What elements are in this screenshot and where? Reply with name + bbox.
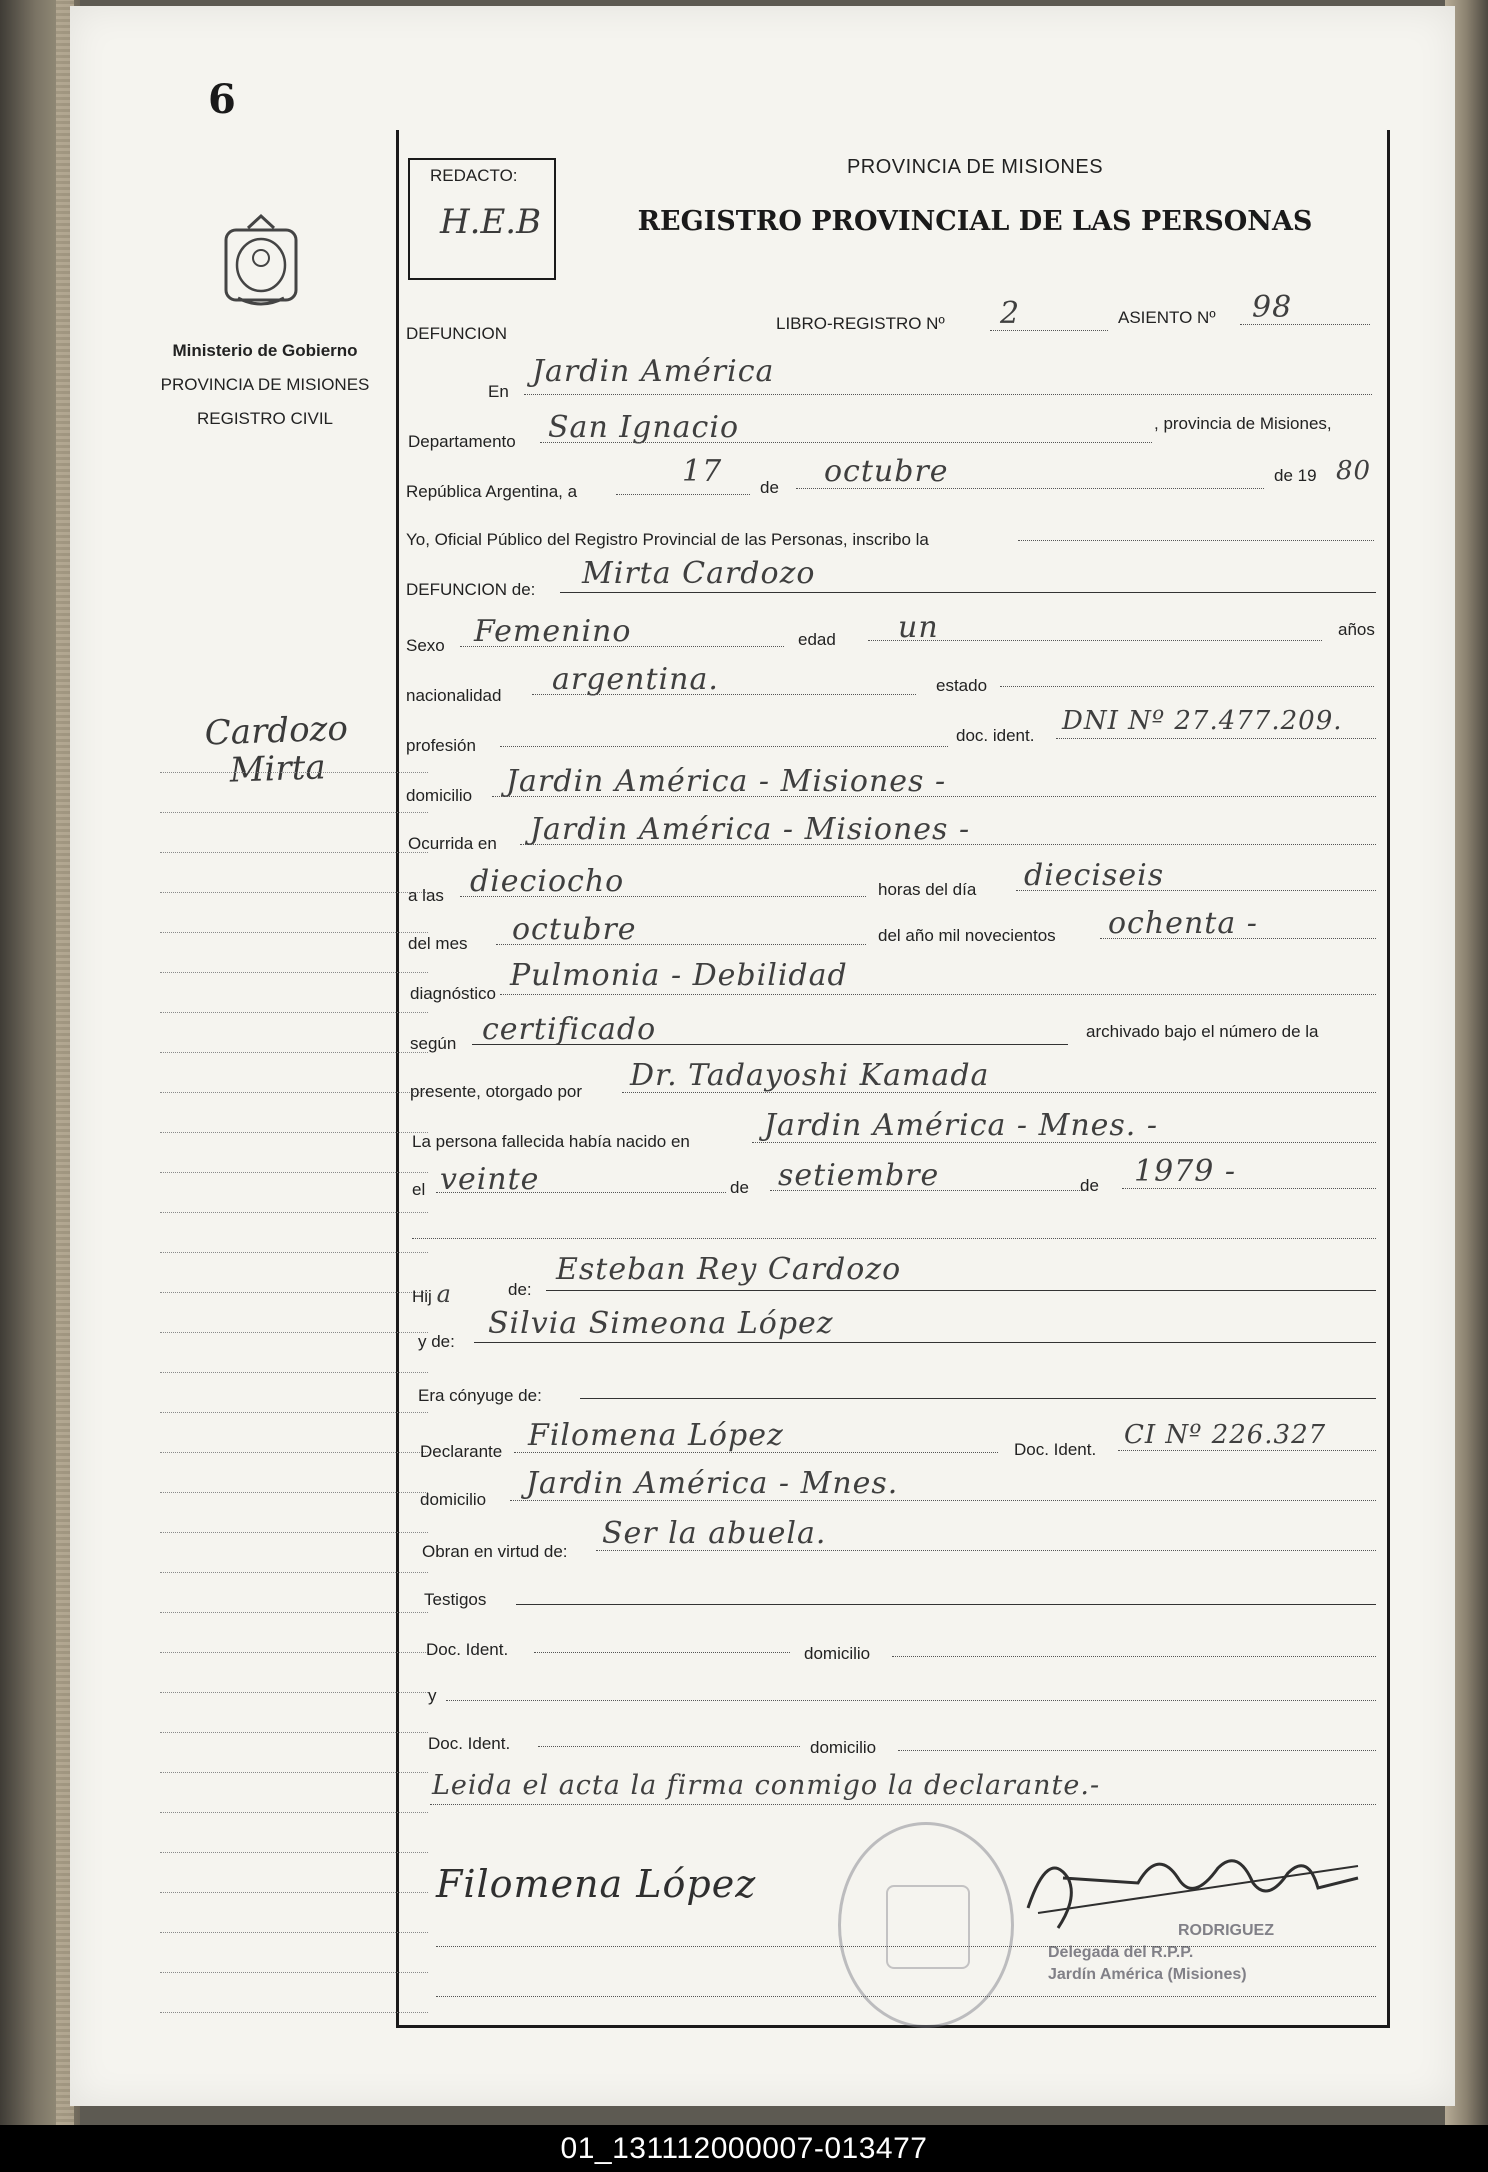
madre-line [474,1342,1376,1343]
form-type-label: DEFUNCION [406,324,508,343]
obran-value: Ser la abuela. [602,1516,827,1551]
diagnostico-value: Pulmonia - Debilidad [510,958,848,993]
archivado-label: archivado bajo el número de la [1086,1022,1319,1041]
decl-domicilio-value: Jardin América - Mnes. [526,1466,899,1501]
signature-line-1 [436,1946,1376,1947]
doc-ident-line [1056,738,1376,739]
asiento-value: 98 [1252,290,1293,325]
sexo-value: Femenino [474,614,632,649]
declarante-value: Filomena López [528,1418,784,1453]
decl-domicilio-line [510,1500,1376,1501]
provincia-suffix: , provincia de Misiones, [1154,414,1332,433]
t2-domicilio-label: domicilio [810,1738,877,1757]
en-line [524,394,1372,395]
hij-de-label: de: [508,1280,532,1299]
segun-line [472,1044,1068,1045]
y-line [446,1700,1376,1701]
nac-ano-line [1122,1188,1376,1189]
month-value: octubre [824,454,949,489]
ocurrida-label: Ocurrida en [408,834,497,853]
redacto-value: H.E.B [440,202,542,242]
segun-value: certificado [482,1012,657,1047]
t-doc-line [534,1652,790,1653]
asiento-line [1240,324,1370,325]
de2-label: de [730,1178,749,1197]
registry-title: REGISTRO PROVINCIAL DE LAS PERSONAS [637,206,1313,237]
nacionalidad-label: nacionalidad [406,686,502,705]
signature-line-2 [436,1996,1376,1997]
yo-text: Yo, Oficial Público del Registro Provincial de las Personas, inscribo la [406,530,929,549]
closing-text: Leida el acta la firma conmigo la declarante.- [432,1770,1101,1801]
t2-doc-line [538,1746,800,1747]
a-las-label: a las [408,886,444,905]
de-label: de [760,478,779,497]
declarante-line [514,1452,998,1453]
profesion-label: profesión [406,736,476,755]
ministry-block [130,334,400,436]
official-stamp-text [1048,1920,1274,1986]
nacido-label: La persona fallecida había nacido en [412,1132,690,1151]
estado-label: estado [936,676,988,695]
en-value: Jardin América [532,354,775,389]
sexo-label: Sexo [406,636,445,655]
year-prefix: de 19 [1274,466,1317,485]
y-label: y [428,1686,437,1705]
hij-label [412,1280,452,1308]
month-line [796,488,1264,489]
nacionalidad-value: argentina. [552,662,719,697]
t2-domicilio-line [898,1750,1376,1751]
hij-suffix: a [436,1280,452,1308]
mes-line [496,944,866,945]
en-label: En [488,382,509,401]
closing-line [430,1804,1376,1805]
domicilio-label: domicilio [406,786,473,805]
testigos-line [516,1604,1376,1605]
ocurrida-value: Jardin América - Misiones - [530,812,971,847]
presente-label: presente, otorgado por [410,1082,583,1101]
domicilio-line [492,796,1376,797]
nacido-value: Jardin América - Mnes. - [764,1108,1159,1143]
y-de-label: y de: [418,1332,455,1351]
edad-label: edad [798,630,836,649]
nacionalidad-line [532,694,916,695]
a-las-line [460,896,866,897]
conyuge-label: Era cónyuge de: [418,1386,542,1405]
doc-ident-value: DNI Nº 27.477.209. [1062,706,1343,736]
madre-value: Silvia Simeona López [488,1306,834,1341]
del-ano-label: del año mil novecientos [878,926,1056,945]
el-value: veinte [440,1162,540,1197]
nac-ano-value: 1979 - [1134,1154,1237,1189]
mes-value: octubre [512,912,637,947]
departamento-value: San Ignacio [548,410,740,445]
doc-ident-label: doc. ident. [956,726,1035,745]
profesion-line [500,746,948,747]
official-stamp-line2: Delegada del R.P.P. [1048,1944,1194,1961]
el-line [436,1192,726,1193]
domicilio-value: Jardin América - Misiones - [506,764,947,799]
coat-of-arms-icon [218,210,304,316]
asiento-label: ASIENTO Nº [1118,308,1216,327]
segun-label: según [410,1034,457,1053]
margin-given-name: Mirta [229,747,327,791]
testigos-label: Testigos [424,1590,487,1609]
edad-value: un [898,610,939,645]
obran-line [596,1550,1376,1551]
diagnostico-line [500,994,1376,995]
t2-doc-label: Doc. Ident. [428,1734,511,1753]
decl-domicilio-label: domicilio [420,1490,487,1509]
presente-line [622,1092,1376,1093]
presente-value: Dr. Tadayoshi Kamada [630,1058,990,1093]
ministry-registry: REGISTRO CIVIL [196,409,334,428]
margin-ledger-lines [160,772,428,2012]
dia-line [1016,890,1376,891]
yo-line [1018,540,1374,541]
dia-value: dieciseis [1024,858,1165,893]
anos-label: años [1338,620,1375,639]
day-line [616,494,750,495]
document-id: 01_131112000007-013477 [560,2132,928,2165]
obran-label: Obran en virtud de: [422,1542,568,1561]
ano-line [1100,938,1376,939]
padre-value: Esteban Rey Cardozo [556,1252,902,1287]
ano-value: ochenta - [1108,906,1258,941]
libro-label: LIBRO-REGISTRO Nº [776,314,945,333]
defuncion-de-value: Mirta Cardozo [582,556,816,591]
defuncion-de-label: DEFUNCION de: [406,580,536,599]
ministry-province: PROVINCIA DE MISIONES [160,375,370,394]
t-doc-label: Doc. Ident. [426,1640,509,1659]
official-seal-stamp [838,1822,1014,2028]
edad-line [868,640,1322,641]
page-number: 6 [208,76,236,123]
el-label: el [412,1180,426,1199]
departamento-line [540,442,1152,443]
redacto-label: REDACTO: [430,166,518,185]
ocurrida-line [520,844,1376,845]
year-value: 80 [1336,456,1372,486]
libro-line [990,330,1108,331]
footer-bar [0,2125,1488,2172]
del-mes-label: del mes [408,934,468,953]
hij-prefix: Hij [412,1287,432,1306]
blank-line [412,1238,1376,1239]
defuncion-de-line [560,592,1376,593]
t-domicilio-line [892,1656,1376,1657]
decl-doc-value: CI Nº 226.327 [1124,1420,1327,1450]
nac-mes-line [770,1190,1082,1191]
estado-line [1000,686,1374,687]
sexo-line [460,646,784,647]
diagnostico-label: diagnóstico [410,984,497,1003]
republica-label: República Argentina, a [406,482,578,501]
declarante-label: Declarante [420,1442,503,1461]
margin-surname: Cardozo [204,708,349,754]
decl-doc-line [1118,1450,1376,1451]
nac-mes-value: setiembre [778,1158,940,1193]
de3-label: de [1080,1176,1099,1195]
official-stamp-line1: RODRIGUEZ [1178,1922,1274,1939]
departamento-label: Departamento [408,432,516,451]
declarante-signature: Filomena López [436,1862,757,1906]
nacido-line [752,1142,1376,1143]
province-heading: PROVINCIA DE MISIONES [846,156,1104,178]
decl-doc-label: Doc. Ident. [1014,1440,1097,1459]
libro-value: 2 [1000,296,1021,331]
horas-label: horas del día [878,880,977,899]
conyuge-line [580,1398,1376,1399]
t-domicilio-label: domicilio [804,1644,871,1663]
redacto-box [408,158,556,280]
ministry-name: Ministerio de Gobierno [172,341,358,360]
padre-line [546,1290,1376,1291]
day-value: 17 [682,454,723,489]
a-las-value: dieciocho [470,864,625,899]
official-stamp-line3: Jardín América (Misiones) [1048,1966,1247,1983]
